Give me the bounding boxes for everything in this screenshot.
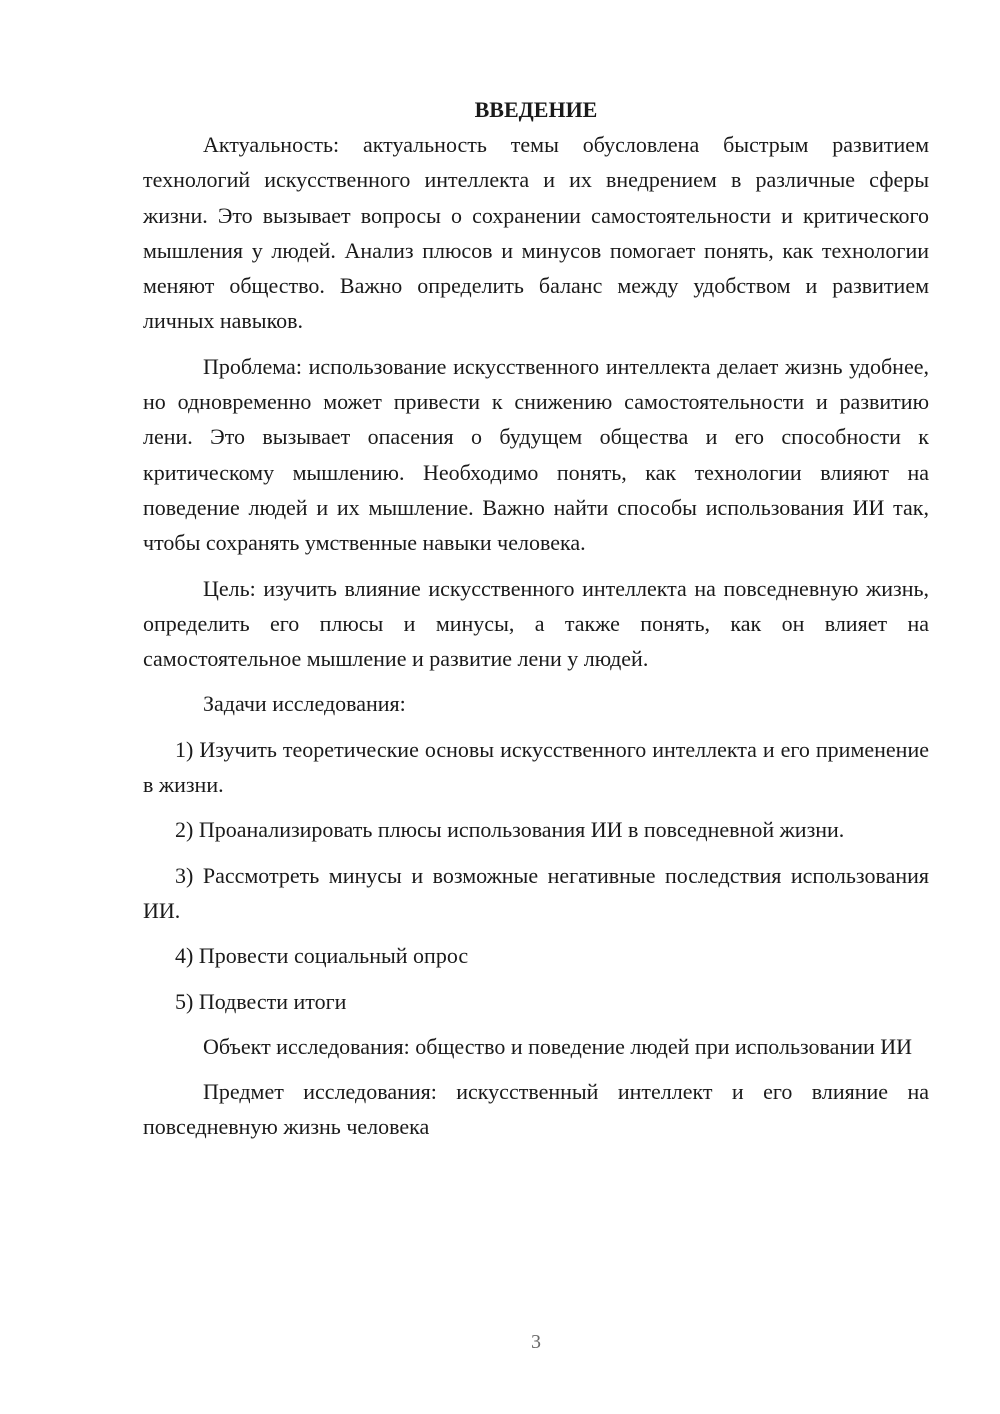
subject-paragraph: Предмет исследования: искусственный интеллект и его влияние на повседневную жизнь человека <box>143 1079 929 1140</box>
task-item-1: 1) Изучить теоретические основы искусственного интеллекта и его применение в жизни. <box>143 736 929 798</box>
task-item-4: 4) Провести социальный опрос <box>175 943 469 969</box>
object-paragraph: Объект исследования: общество и поведение людей при использовании ИИ <box>203 1033 913 1059</box>
tasks-title: Задачи исследования: <box>203 691 406 717</box>
relevance-paragraph: Актуальность: актуальность темы обусловлена быстрым развитием технологий искусственного интеллекта и их внедрением в различные сферы жизни. Это вызывает вопросы о сохранении самостоятельности и критического мышления у людей. Анализ плюсов и минусов помогает понять, как технологии меняют общество. Важно определить баланс между удобством и развитием личных навыков. <box>143 132 929 334</box>
section-heading: ВВЕДЕНИЕ <box>474 97 598 122</box>
document-page <box>143 92 929 1145</box>
task-item-3: 3) Рассмотреть минусы и возможные негативные последствия использования ИИ. <box>143 862 929 923</box>
goal-paragraph: Цель: изучить влияние искусственного интеллекта на повседневную жизнь, определить его плюсы и минусы, а также понять, как он влияет на самостоятельное мышление и развитие лени у людей. <box>143 575 929 672</box>
problem-paragraph: Проблема: использование искусственного интеллекта делает жизнь удобнее, но одновременно может привести к снижению самостоятельности и развитию лени. Это вызывает опасения о будущем общества и его способности к критическому мышлению. Необходимо понять, как технологии влияют на поведение людей и их мышление. Важно найти способы использования ИИ так, чтобы сохранять умственные навыки человека. <box>143 353 929 556</box>
task-item-5: 5) Подвести итоги <box>175 988 347 1014</box>
page-number: 3 <box>531 1331 541 1353</box>
task-item-2: 2) Проанализировать плюсы использования ИИ в повседневной жизни. <box>175 817 845 843</box>
